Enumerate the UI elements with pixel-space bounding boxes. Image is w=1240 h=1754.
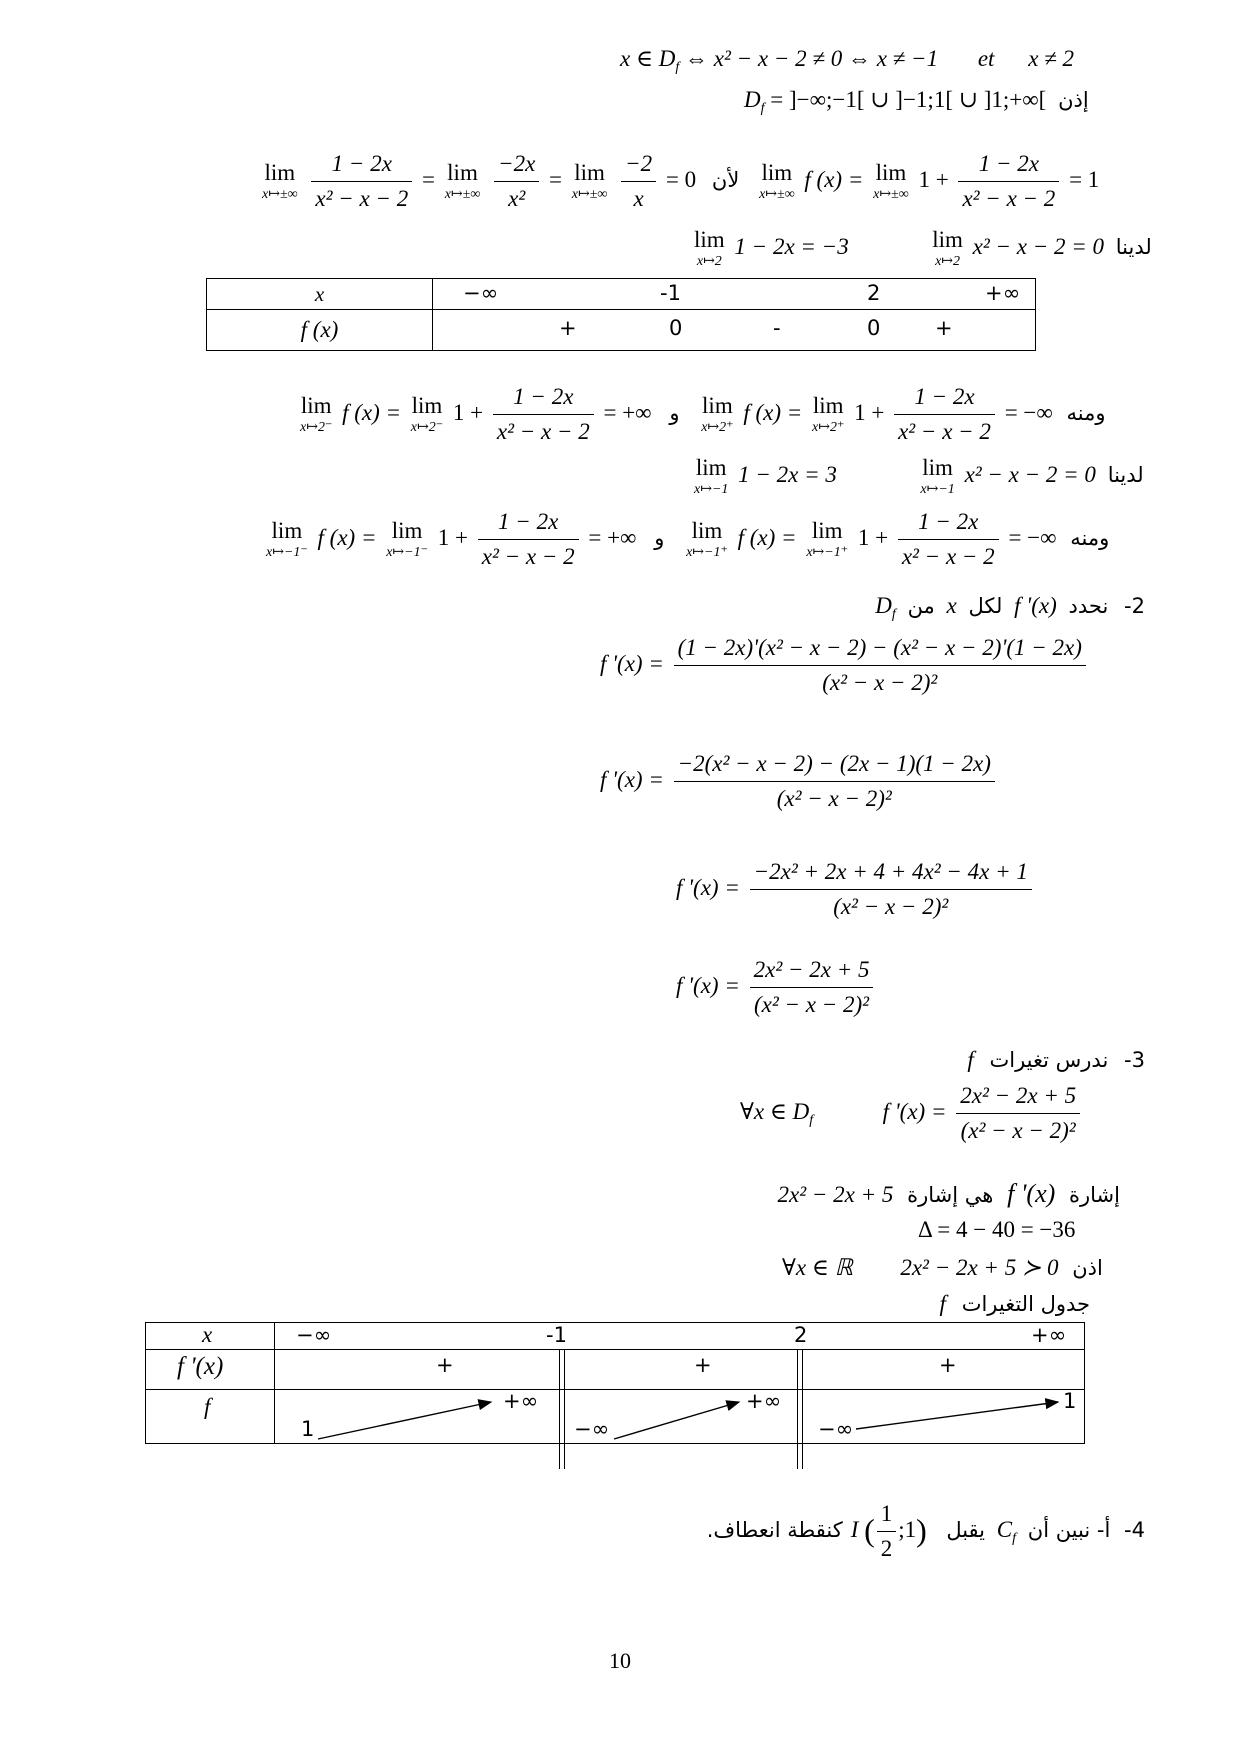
because-word: لأن	[711, 167, 740, 192]
question-text: كنقطة انعطاف.	[706, 1517, 843, 1542]
lim-operator: lim x↦2⁻	[300, 393, 333, 435]
variation-table-title	[940, 1290, 1090, 1318]
polynomial-positive: 2x² − 2x + 5 ≻ 0	[900, 1255, 1059, 1280]
x-minus-one: -1	[546, 1323, 567, 1347]
f-prime: f '(x)	[1007, 1179, 1056, 1208]
double-bar-two	[797, 1349, 798, 1469]
domain-et: et	[977, 46, 995, 71]
derivative-step-3	[676, 858, 1036, 921]
limit-one: = 1	[1069, 166, 1100, 192]
we-have-word: لدينا	[1107, 462, 1144, 487]
forall-domain: ∀x ∈ D	[740, 1098, 810, 1124]
x-minus-one: -1	[660, 281, 681, 305]
question-number: 3-	[1124, 1048, 1145, 1072]
fraction: $\frac{1 - 2x}{\text{x² − x − 2}}$	[311, 150, 412, 213]
fprime-sign-plus: +	[694, 1353, 712, 1377]
lim-operator: lim x↦2	[694, 227, 725, 269]
fraction: $\frac{-2x}{\text{x²}}$	[494, 150, 539, 213]
question-3-heading	[967, 1046, 1145, 1074]
sign-table-x-header: x	[314, 282, 325, 306]
limit-zero: = 0	[665, 166, 697, 192]
lim-operator: lim x↦−1⁻	[386, 518, 428, 560]
arrow-increasing	[318, 1402, 491, 1439]
delta-line	[918, 1216, 1075, 1244]
one-plus: 1 +	[918, 166, 949, 192]
limit-plus-infinity: = +∞	[588, 524, 637, 550]
lim-operator: lim x↦2⁺	[812, 393, 845, 435]
domain-sub: f	[675, 60, 680, 75]
lim-operator: lim x↦2⁺	[701, 393, 734, 435]
fraction: $\frac{1 - 2x}{\text{x² − x − 2}}$	[894, 383, 995, 446]
domain-symbol: D	[875, 593, 892, 618]
and-word: و	[669, 400, 680, 425]
derivative-forall-line	[740, 1082, 1084, 1145]
sign-plus: +	[935, 316, 953, 340]
domain-therefore: إذن	[1058, 88, 1089, 112]
x-minus-infinity: −∞	[463, 281, 499, 305]
sign-word: هي إشارة	[907, 1183, 994, 1207]
lim-operator: lim x↦2⁻	[410, 393, 444, 435]
var-table-x-header: x	[202, 1322, 213, 1347]
question-text: يقبل	[946, 1517, 986, 1542]
f-of-x: f (x) =	[342, 399, 402, 425]
limits-near-two-line	[296, 383, 1106, 446]
f-of-x: f (x) =	[743, 399, 803, 425]
sign-table-x-values	[433, 279, 1035, 309]
domain-equivalence: ⇔ x² − x − 2 ≠ 0 ⇔ x ≠ −1	[684, 46, 939, 71]
hence-word: ومنه	[1066, 400, 1106, 425]
limit-numerator-at-minus-one: 1 − 2x = 3	[738, 461, 837, 487]
limits-at-two-line	[690, 228, 1152, 269]
inflection-point: I ( $\frac{1}{2}$ ;1)	[850, 1501, 927, 1561]
question-number: 2-	[1124, 594, 1145, 618]
sign-table	[206, 278, 1036, 351]
variable-x: x	[946, 593, 957, 618]
derivative-fraction: $\frac{\text{2x² − 2x + 5}}{\text{(x² − x − 2)²}}$	[956, 1082, 1080, 1145]
domain-result-line	[744, 86, 1089, 114]
fprime-sign-plus: +	[939, 1353, 957, 1377]
sign-table-f-signs	[433, 310, 1035, 350]
double-bar-two	[802, 1349, 803, 1469]
derivative-lhs: f '(x) =	[676, 972, 740, 998]
f-value-plus-infinity: +∞	[746, 1389, 782, 1413]
lim-operator: lim x↦−1	[694, 455, 729, 497]
arrow-increasing	[614, 1402, 739, 1439]
fraction: $\frac{-2}{x}$	[621, 150, 656, 213]
f-of-x: f (x) =	[317, 524, 377, 550]
sign-zero: 0	[669, 316, 683, 340]
question-text: نحدد	[1068, 594, 1109, 618]
x-two: 2	[867, 281, 881, 305]
derivative-step-4	[676, 956, 877, 1019]
lim-operator: lim x↦±∞	[262, 160, 298, 202]
point-label: I	[850, 1516, 859, 1542]
derivative-lhs: f '(x) =	[600, 650, 664, 676]
sign-minus: -	[773, 316, 781, 340]
domain-symbol-sub: f	[891, 607, 896, 622]
derivative-step-2	[600, 750, 999, 813]
forall-reals: ∀x ∈ ℝ	[782, 1255, 853, 1280]
function-f: f	[939, 1291, 946, 1316]
x-plus-infinity: +∞	[985, 281, 1021, 305]
domain-exclusion: x ≠ 2	[1028, 46, 1075, 71]
derivative-lhs: f '(x) =	[882, 1098, 947, 1124]
curve-symbol-sub: f	[1012, 1530, 1017, 1546]
derivative-fraction: $\frac{\text{2x² − 2x + 5}}{\text{(x² − x − 2)²}}$	[750, 956, 874, 1019]
hence-word: ومنه	[1070, 525, 1110, 550]
f-prime: f '(x)	[1014, 593, 1057, 618]
arrow-increasing	[856, 1402, 1058, 1429]
fraction: $\frac{1 - 2x}{\text{x² − x − 2}}$	[958, 150, 1059, 213]
table-title-text: جدول التغيرات	[961, 1292, 1090, 1316]
derivative-step-1	[600, 634, 1090, 697]
double-bar-minus-one	[564, 1349, 565, 1469]
var-table-f-header: f	[204, 1394, 211, 1419]
lim-operator: lim x↦−1⁺	[806, 518, 849, 560]
x-plus-infinity: +∞	[1031, 1323, 1067, 1347]
derivative-lhs: f '(x) =	[600, 766, 664, 792]
question-text: لكل	[968, 594, 1003, 618]
sign-zero: 0	[867, 316, 881, 340]
question-4-heading	[707, 1500, 1145, 1563]
limit-plus-infinity: = +∞	[603, 399, 652, 425]
therefore-word: اذن	[1072, 1256, 1103, 1280]
one-plus: 1 +	[437, 524, 468, 550]
f-value-minus-infinity: −∞	[818, 1417, 854, 1441]
sign-word: إشارة	[1069, 1183, 1120, 1207]
page-number: 10	[609, 1648, 631, 1673]
coord-fraction: $\frac{1}{2}$	[877, 1500, 897, 1563]
polynomial: 2x² − 2x + 5	[777, 1182, 894, 1207]
domain-value: = ]−∞;−1[ ∪ ]−1;1[ ∪ ]1;+∞[	[770, 87, 1047, 112]
fraction: $\frac{1 - 2x}{\text{x² − x − 2}}$	[493, 383, 594, 446]
f-of-x: f (x) =	[804, 166, 864, 192]
double-bar-minus-one	[559, 1349, 560, 1469]
derivative-fraction: $\frac{\text{(1 − 2x)'(x² − x − 2) − (x² − x − 2)'(1 − 2x)}}{\text{(x² − x − 2)²}}$	[674, 634, 1086, 697]
discriminant: Δ = 4 − 40 = −36	[918, 1217, 1076, 1242]
variation-arrows	[146, 1323, 1086, 1445]
coord-rest: ;1	[898, 1516, 917, 1542]
lim-operator: lim x↦2	[932, 227, 963, 269]
question-2-heading	[875, 592, 1145, 620]
domain-symbol-sub: f	[760, 101, 765, 116]
lim-operator: lim x↦−1	[920, 455, 955, 497]
curve-symbol: C	[996, 1516, 1013, 1542]
var-table-fprime-header: f '(x)	[177, 1353, 224, 1380]
limit-infinity-line: lim x↦±∞ $\frac{1 - 2x}{\text{x² − x − 2}}$ = lim x↦±∞ $\frac{-2x}{\text{x²}}$ = lim x↦±∞ $\frac{-2}{x}$ = 0 لأن lim x↦±∞ f (x) = lim x↦±∞ 1 + $\frac{1 - 2x}{\text{x² − x − 2}}$ = 1	[262, 151, 1100, 211]
one-plus: 1 +	[452, 399, 484, 425]
limit-denominator-at-minus-one: x² − x − 2 = 0	[964, 461, 1096, 487]
one-plus: 1 +	[857, 524, 889, 550]
fraction: $\frac{1 - 2x}{\text{x² − x − 2}}$	[898, 508, 999, 571]
x-minus-infinity: −∞	[296, 1323, 332, 1347]
limits-near-minus-one-line	[262, 508, 1109, 571]
domain-condition-line	[620, 45, 1074, 73]
one-plus: 1 +	[854, 399, 885, 425]
lim-operator: lim x↦−1⁺	[686, 518, 728, 560]
f-value-minus-infinity: −∞	[574, 1417, 610, 1441]
domain-membership: x ∈ D	[620, 46, 676, 71]
lim-operator: lim x↦−1⁻	[266, 518, 308, 560]
limit-denominator-at-two: x² − x − 2 = 0	[972, 233, 1104, 259]
f-value-one: 1	[1063, 1389, 1077, 1413]
limit-numerator-at-two: 1 − 2x = −3	[734, 233, 849, 259]
we-have-word: لدينا	[1115, 234, 1152, 259]
question-text: ندرس تغيرات	[989, 1048, 1109, 1072]
sign-table-f-header: f (x)	[300, 317, 339, 342]
domain-symbol: D	[744, 87, 761, 112]
derivative-lhs: f '(x) =	[676, 874, 740, 900]
variation-table	[145, 1322, 1085, 1444]
limit-minus-infinity: = −∞	[1008, 524, 1057, 550]
question-number: 4-	[1124, 1517, 1145, 1542]
domain-sub: f	[809, 1112, 814, 1128]
f-value-one: 1	[301, 1417, 315, 1441]
limit-minus-infinity: = −∞	[1004, 399, 1053, 425]
and-word: و	[654, 525, 665, 550]
function-f: f	[967, 1047, 974, 1072]
f-value-plus-infinity: +∞	[503, 1389, 539, 1413]
lim-operator: lim x↦±∞	[444, 160, 481, 202]
question-text: من	[907, 594, 935, 618]
sign-plus: +	[559, 316, 577, 340]
lim-operator: lim x↦±∞	[759, 160, 795, 202]
x-two: 2	[794, 1323, 808, 1347]
derivative-fraction: $\frac{\text{−2x² + 2x + 4 + 4x² − 4x + 1}}{\text{(x² − x − 2)²}}$	[750, 858, 1032, 921]
table-rule	[274, 1323, 275, 1443]
table-rule	[146, 1349, 1084, 1350]
question-text: أ- نبين أن	[1027, 1517, 1111, 1542]
f-of-x: f (x) =	[737, 524, 797, 550]
table-rule	[146, 1389, 1084, 1390]
fraction: $\frac{1 - 2x}{\text{x² − x − 2}}$	[478, 508, 579, 571]
positivity-line	[782, 1254, 1103, 1282]
derivative-fraction: $\frac{\text{−2(x² − x − 2) − (2x − 1)(1 − 2x)}}{\text{(x² − x − 2)²}}$	[674, 750, 995, 813]
sign-statement	[778, 1180, 1120, 1209]
lim-operator: lim x↦±∞	[873, 160, 909, 202]
limits-at-minus-one-line	[690, 456, 1144, 497]
lim-operator: lim x↦±∞	[571, 160, 608, 202]
fprime-sign-plus: +	[436, 1353, 454, 1377]
